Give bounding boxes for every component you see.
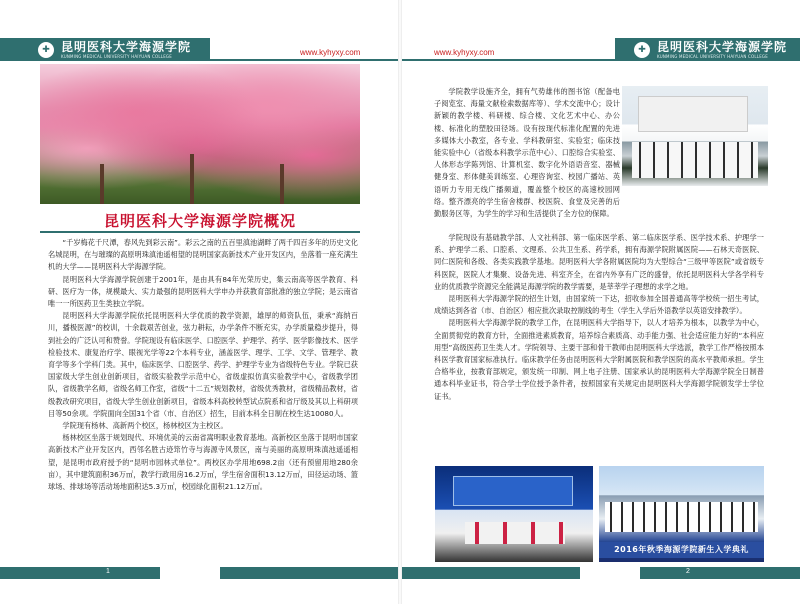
paragraph: 学院现有杨林、高新两个校区，杨林校区为主校区。 (62, 421, 228, 431)
right-body-text (434, 232, 764, 403)
college-logo (36, 40, 191, 60)
page-title: 昆明医科大学海源学院概况 (103, 212, 296, 230)
paragraph: 学院现设有基础教学部、人文社科部、第一临床医学系、第二临床医学系、医学技术系、护理学一系、护理学二系、口腔系、文理系、公共卫生系、药学系，拥有海源学院附属医院——石林天奇医院、同仁医院和各级、各类实践教学基地。昆明医科大学各附属医院均为大型综合“三级甲等医院”或省级专科医院，医院人才集聚、设备先进、科室齐全，在省内外享有广泛的盛誉，依托昆明医科大学各学科专业的优质教学资源完全能满足海源学院的教学需要，是莘莘学子理想的求学之地。 (434, 233, 764, 291)
paragraph: 昆明医科大学海源学院的教学工作，在昆明医科大学指导下，以人才培养为根本，以教学为中心，全面贯彻党的教育方针，全面推进素质教育，培养综合素质高、动手能力强、社会适应能力好的“本科应用型”高级医药卫生类人才。学院领导、主要干部和骨干教师由昆明医科大学选派，教学工作严格按照本科医学教育国家标准执行。临床教学任务由昆明医科大学附属医院和教学医院的高水平教师承担。学生合格毕业，按教育部规定，颁发统一印制、网上电子注册、国家承认的昆明医科大学海源学院全日制普通本科毕业证书，符合学士学位授予条件者，按照国家有关规定由昆明医科大学海源学院颁发学士学位证书。 (434, 318, 764, 401)
group-banner: 2016年秋季海源学院新生入学典礼 (599, 542, 764, 558)
paragraph: 昆明医科大学海源学院依托昆明医科大学优质的教学资源，雄厚的师资队伍，秉承“海纳百川，播极医源”的校训，十余载艰苦创业，弦力耕耘，办学条件不断充实，办学质量稳步提升，得到社会的广泛认可和赞誉。学院现设有临床医学、口腔医学、护理学、药学、医学影像技术、医学检验技术、康复治疗学、眼视光学等22个本科专业，涵盖医学、理学、工学、文学、管理学、教育学等多个学科门类。其中，临床医学、口腔医学、药学、护理学专业为省级特色专业。学院已获国家级大学生创业创新项目，省级实验教学示范中心，省级虚拟仿真实验教学中心，省级教学团队，省级教学名师，省级名师工作室，省级“十二五”规划教材，省级优秀教材，省级精品教材，省级教改研究项目，省级大学生创业创新项目，省级本科高校转型试点院系和省厅级及其以上科研项目等50余项。学院面向全国31个省（市、自治区）招生，目前本科全日制在校生达10080人。 (48, 311, 358, 418)
cherry-blossom-photo (40, 64, 360, 204)
paragraph: 杨林校区坐落于规划现代、环境优美的云南省嵩明职业教育基地。高新校区坐落于昆明市国家高新技术产业开发区内，西邻名胜古迹筇竹寺与海源寺风景区，南与美丽的高原明珠滇池遥遥相望，是昆明市政府授予的“昆明市园林式单位”。两校区办学用地698.2亩（还有预留用地280余亩），其中建筑面积36万㎡，教学行政用房16.2万㎡，学生宿舍面积13.12万㎡，田径运动场、篮球场、排球场等活动场地面积达5.3万㎡，校园绿化面积21.12万㎡。 (48, 433, 358, 492)
page-number: 1 (106, 568, 110, 575)
logo-english-name: KUNMING MEDICAL UNIVERSITY HAIYUAN COLLEGE (61, 53, 172, 59)
page-gutter (398, 0, 402, 604)
stage-screen (453, 476, 573, 506)
paragraph: 昆明医科大学海源学院的招生计划，由国家统一下达，招收参加全国普通高等学校统一招生考试，成绩达到各省（市、自治区）相应批次录取控制线的考生（学生入学后外语教学以英语安排教学）。 (434, 294, 764, 316)
college-logo (632, 40, 787, 60)
group-photo (599, 466, 764, 562)
emblem-icon: ✚ (36, 40, 56, 60)
campus-students-photo (622, 86, 768, 186)
footer-notch (580, 565, 640, 581)
tree-trunk (190, 154, 194, 204)
logo-chinese-name: 昆明医科大学海源学院 (657, 39, 788, 54)
page-number: 2 (686, 568, 690, 575)
logo-english-name: KUNMING MEDICAL UNIVERSITY HAIYUAN COLLEGE (657, 53, 768, 59)
website-url: www.kyhyxy.com (434, 48, 495, 57)
stage-performers (465, 522, 565, 544)
title-rule (40, 231, 360, 233)
building (638, 96, 748, 132)
ceremony-stage-photo (435, 466, 593, 562)
paragraph: “千岁梅花千尺潭，春风先到彩云南”。彩云之南的五百里滇池湖畔了两千四百多年的历史文化名城昆明，在与璀璨的高原明珠滇池遥相望的昆明国家高新技术产业开发区内，坐落着一座充满生机的大学——昆明医科大学海源学院。 (48, 238, 358, 272)
website-url: www.kyhyxy.com (300, 48, 361, 57)
left-body-text (48, 237, 358, 493)
paragraph: 昆明医科大学海源学院创建于2001年，是由具有84年光荣历史，集云南高等医学教育、科研、医疗为一体，规模最大、实力最强的昆明医科大学申办并获教育部批准的独立学院；是云南省唯一一所医药卫生类独立学院。 (48, 274, 358, 309)
tree-trunk (280, 164, 284, 204)
logo-chinese-name: 昆明医科大学海源学院 (61, 39, 192, 54)
right-top-text (434, 86, 620, 220)
students-in-white-coats (632, 142, 758, 178)
footer-notch (160, 565, 220, 581)
student-group (605, 502, 758, 532)
emblem-icon: ✚ (632, 40, 652, 60)
paragraph: 学院教学设施齐全，拥有气势雄伟的图书馆（配备电子阅览室、海量文献检索数据库等）、学术交流中心；设计新颖的教学楼、科研楼、综合楼、文化艺术中心、办公楼、标准化的塑胶田径场。设有按现代标准化配置的先进多媒体大小教室，各专业、学科教研室、实验室；临床技能实验中心（省级本科教学示范中心）、口腔综合实验室、人体形态学陈列馆、计算机室、数字化外语语音室、器械健身室、形体健美训练室、心理咨询室、校园广播站、英语听力专用无线广播频道，覆盖整个校区的高速校园网络。整齐漂亮的学生宿舍楼群、校医院、食堂及完善的后勤服务区等，为学生的学习和生活提供了全方位的保障。 (434, 87, 620, 219)
tree-trunk (100, 164, 104, 204)
